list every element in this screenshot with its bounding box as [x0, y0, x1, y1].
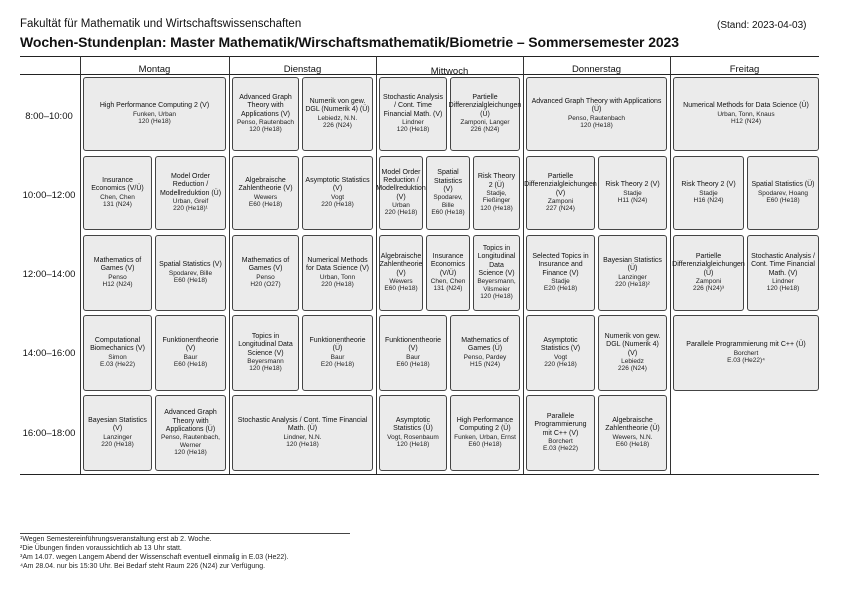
course-room: 120 (He18): [249, 126, 282, 134]
course-title: Spatial Statistics (Ü): [751, 181, 815, 189]
course-lecturers: Urban, Tonn: [319, 273, 356, 281]
course-title: Partielle Differenzialgleichungen (Ü): [672, 253, 745, 277]
course-room: E.03 (He22): [99, 361, 136, 369]
course-room: H12 (N24): [102, 281, 133, 289]
course-cell[interactable]: [83, 395, 152, 471]
course-lecturers: Penso, Pardey: [463, 353, 507, 361]
course-cell[interactable]: [302, 315, 373, 391]
day-header-tuesday: Dienstag: [283, 64, 322, 75]
course-cell[interactable]: [450, 315, 520, 391]
course-cell[interactable]: [673, 77, 819, 151]
course-lecturers: Zamponi: [695, 277, 722, 285]
course-title: Spatial Statistics (V): [433, 169, 462, 193]
course-room: 120 (He18): [580, 122, 613, 130]
course-cell[interactable]: [598, 315, 667, 391]
course-title: Parallele Programmierung mit C++ (V): [534, 413, 587, 437]
course-cell[interactable]: [232, 395, 373, 471]
course-cell[interactable]: [155, 156, 226, 230]
course-room: 120 (He18): [396, 126, 430, 134]
course-title: Insurance Economics (V/Ü): [430, 253, 466, 277]
course-cell[interactable]: [302, 235, 373, 311]
course-lecturers: Lebiedz, N.N.: [317, 114, 358, 122]
course-title: Numerik von gew. DGL (Numerik 4) (V): [604, 333, 661, 357]
course-lecturers: Stadje: [551, 277, 570, 285]
course-title: Funktionentheorie (V): [162, 337, 219, 353]
stand-date: (Stand: 2023-04-03): [717, 20, 807, 31]
course-title: Risk Theory 2 (V): [605, 181, 660, 189]
course-cell[interactable]: [673, 315, 819, 391]
course-cell[interactable]: [426, 156, 470, 230]
course-title: High Performance Computing 2 (Ü): [456, 417, 514, 433]
faculty-name: Fakultät für Mathematik und Wirtschaftswissenschaften: [20, 18, 302, 30]
column-divider: [229, 56, 230, 474]
course-cell[interactable]: [379, 77, 447, 151]
course-cell[interactable]: [473, 156, 520, 230]
course-lecturers: Beyersmann, Vilsmeier: [477, 278, 516, 293]
course-title: Algebraische Zahlentheorie (V): [238, 177, 293, 193]
course-title: Advanced Graph Theory with Applications (Ü): [531, 98, 662, 114]
course-room: 220 (He18)²: [615, 281, 650, 289]
course-cell[interactable]: [526, 156, 595, 230]
course-cell[interactable]: [747, 156, 819, 230]
course-title: Algebraische Zahlentheorie (Ü): [605, 417, 660, 433]
course-cell[interactable]: [232, 235, 299, 311]
footnote: ³Am 14.07. wegen Langem Abend der Wissenschaft eventuell einmalig in E.03 (He22).: [20, 554, 289, 561]
course-lecturers: Wewers: [389, 277, 413, 285]
course-title: Numerik von gew. DGL (Numerik 4) (Ü): [305, 98, 370, 114]
course-lecturers: Lindner, N.N.: [283, 433, 322, 441]
course-room: 131 (N24): [433, 285, 463, 293]
course-cell[interactable]: [526, 235, 595, 311]
course-room: 220 (He18): [544, 361, 577, 369]
course-title: Funktionentheorie (V): [384, 337, 442, 353]
course-lecturers: Wewers: [253, 193, 278, 201]
course-lecturers: Spodarev, Bille: [433, 193, 463, 209]
course-lecturers: Penso: [256, 273, 275, 281]
course-room: 226 (N24)³: [692, 285, 725, 293]
day-header-thursday: Donnerstag: [571, 64, 622, 75]
course-title: Parallele Programmierung mit C++ (Ü): [686, 341, 806, 349]
course-lecturers: Zamponi: [547, 197, 574, 205]
day-header-monday: Montag: [138, 64, 171, 75]
course-lecturers: Lanzinger: [618, 273, 647, 281]
course-lecturers: Urban: [392, 201, 410, 209]
footnote: ⁴Am 28.04. nur bis 15:30 Uhr. Bei Bedarf steht Raum 226 (N24) zur Verfügung.: [20, 563, 266, 570]
day-header-wednesday: Mittwoch: [430, 66, 469, 77]
course-room: H20 (O27): [250, 281, 281, 289]
course-title: Risk Theory 2 (V): [681, 181, 736, 189]
course-title: Funktionentheorie (Ü): [309, 337, 366, 353]
course-lecturers: Vogt: [553, 353, 567, 361]
course-cell[interactable]: [473, 235, 520, 311]
course-cell[interactable]: [83, 235, 152, 311]
course-room: 120 (He18): [249, 365, 282, 373]
course-room: E60 (He18): [766, 197, 800, 205]
course-lecturers: Vogt: [330, 193, 344, 201]
course-title: Numerical Methods for Data Science (V): [305, 257, 370, 273]
course-title: Partielle Differenzialgleichungen (Ü): [448, 94, 522, 118]
time-slot-label: 12:00–14:00: [22, 269, 76, 280]
course-lecturers: Chen, Chen: [430, 277, 466, 285]
course-room: 220 (He18): [321, 281, 354, 289]
course-title: Stochastic Analysis / Cont. Time Financial Math. (V): [751, 253, 815, 277]
course-lecturers: Lanzinger: [103, 433, 132, 441]
course-lecturers: Penso, Rautenbach: [567, 114, 626, 122]
course-lecturers: Stadje, Fießinger: [482, 189, 511, 205]
course-lecturers: Stadje: [699, 189, 718, 197]
course-cell[interactable]: [379, 315, 447, 391]
day-header-friday: Freitag: [729, 64, 760, 75]
course-title: Topics in Longitudinal Data Science (V): [477, 245, 516, 277]
course-title: Stochastic Analysis / Cont. Time Financial Math. (Ü): [237, 417, 368, 433]
course-room: 220 (He18): [384, 209, 418, 217]
course-cell[interactable]: [747, 235, 819, 311]
course-title: Spatial Statistics (V): [159, 261, 222, 269]
course-lecturers: Penso: [108, 273, 127, 281]
course-cell[interactable]: [526, 395, 595, 471]
course-title: Model Order Reduction / Modellreduktion (Ü): [159, 173, 222, 197]
course-title: Mathematics of Games (V): [241, 257, 290, 273]
course-cell[interactable]: [450, 77, 520, 151]
course-room: E60 (He18): [173, 361, 208, 369]
course-cell[interactable]: [673, 235, 744, 311]
course-lecturers: Baur: [406, 353, 420, 361]
course-title: Asymptotic Statistics (V): [305, 177, 370, 193]
time-slot-label: 8:00–10:00: [25, 111, 73, 122]
course-room: H11 (N24): [617, 197, 648, 205]
course-lecturers: Spodarev, Bille: [168, 269, 213, 277]
course-title: Advanced Graph Theory with Applications (V): [239, 94, 292, 118]
course-room: E60 (He18): [431, 209, 465, 217]
course-cell[interactable]: [155, 395, 226, 471]
course-title: Topics in Longitudinal Data Science (V): [238, 333, 293, 357]
course-room: 226 (N24): [470, 126, 500, 134]
footnote: ¹Wegen Semestereinführungsveranstaltung erst ab 2. Woche.: [20, 536, 212, 543]
course-title: Selected Topics in Insurance and Finance (V): [532, 253, 589, 277]
course-room: 227 (N24): [546, 205, 575, 213]
rule-bottom: [20, 474, 819, 475]
time-slot-label: 14:00–16:00: [22, 348, 76, 359]
course-lecturers: Baur: [183, 353, 198, 361]
course-cell[interactable]: [598, 235, 667, 311]
course-cell[interactable]: [379, 235, 423, 311]
course-cell[interactable]: [155, 235, 226, 311]
course-cell[interactable]: [598, 395, 667, 471]
course-cell[interactable]: [302, 77, 373, 151]
course-lecturers: Urban, Greif: [172, 197, 209, 205]
course-room: 120 (He18): [480, 205, 513, 212]
footnote-rule: [20, 533, 350, 534]
course-cell[interactable]: [232, 156, 299, 230]
course-lecturers: Funken, Urban, Ernst: [454, 433, 516, 441]
course-room: 120 (He18): [480, 293, 513, 301]
course-room: E.03 (He22): [542, 445, 579, 453]
course-title: Insurance Economics (V/Ü): [91, 177, 144, 193]
course-lecturers: Lebiedz: [621, 357, 644, 365]
course-cell[interactable]: [526, 77, 667, 151]
course-cell[interactable]: [232, 77, 299, 151]
course-room: H12 (N24): [731, 118, 761, 126]
course-title: Asymptotic Statistics (Ü): [393, 417, 433, 433]
course-room: E60 (He18): [384, 285, 418, 293]
course-cell[interactable]: [232, 315, 299, 391]
footnote: ²Die Übungen finden voraussichtlich ab 13 Uhr statt.: [20, 545, 182, 552]
course-lecturers: Borchert: [548, 437, 573, 445]
column-divider: [80, 56, 81, 474]
course-lecturers: Spodarev, Hoang: [757, 189, 809, 197]
course-room: 220 (He18)¹: [173, 205, 208, 213]
course-title: Mathematics of Games (V): [93, 257, 142, 273]
course-lecturers: Beyersmann: [247, 357, 284, 365]
time-slot-label: 16:00–18:00: [22, 428, 76, 439]
course-cell[interactable]: [302, 156, 373, 230]
course-room: 226 (N24): [618, 365, 647, 373]
course-room: E20 (He18): [543, 285, 578, 293]
course-cell[interactable]: [83, 77, 226, 151]
course-room: H15 (N24): [470, 361, 500, 369]
course-title: Bayesian Statistics (Ü): [603, 257, 662, 273]
course-room: 120 (He18): [766, 285, 800, 293]
course-lecturers: Baur: [330, 353, 345, 361]
course-title: Model Order Reduction / Modellreduktion (V): [376, 169, 426, 201]
course-room: 120 (He18): [396, 441, 430, 449]
course-room: E60 (He18): [396, 361, 430, 369]
course-title: Bayesian Statistics (V): [88, 417, 147, 433]
course-room: 131 (N24): [103, 201, 132, 209]
course-lecturers: Lindner: [772, 277, 794, 285]
course-lecturers: Funken, Urban: [132, 110, 176, 118]
course-cell[interactable]: [376, 156, 426, 230]
course-room: H16 (N24): [693, 197, 724, 205]
course-room: 220 (He18): [101, 441, 134, 449]
course-lecturers: Urban, Tonn, Knaus: [717, 110, 775, 118]
course-lecturers: Penso, Rautenbach: [236, 118, 295, 126]
time-slot-label: 10:00–12:00: [22, 190, 76, 201]
course-title: Partielle Differenzialgleichungen (V): [524, 173, 597, 197]
course-room: E60 (He18): [615, 441, 650, 449]
course-title: Advanced Graph Theory with Applications (Ü): [164, 409, 217, 433]
course-room: 120 (He18): [138, 118, 171, 126]
course-lecturers: Penso, Rautenbach, Werner: [161, 433, 220, 449]
course-room: 220 (He18): [321, 201, 354, 209]
course-title: Stochastic Analysis / Cont. Time Financial Math. (V): [383, 94, 443, 118]
course-cell[interactable]: [155, 315, 226, 391]
page-title: Wochen-Stundenplan: Master Mathematik/Wirschaftsmathematik/Biometrie – Sommersemester 2023: [20, 34, 679, 50]
course-lecturers: Wewers, N.N.: [612, 433, 653, 441]
course-lecturers: Simon: [108, 353, 127, 361]
course-title: Asymptotic Statistics (V): [540, 337, 581, 353]
course-cell[interactable]: [598, 156, 667, 230]
course-title: Computational Biomechanics (V): [90, 337, 145, 353]
course-cell[interactable]: [526, 315, 595, 391]
course-room: E.03 (He22)⁴: [727, 357, 765, 365]
course-room: E60 (He18): [173, 277, 208, 285]
course-room: 120 (He18): [286, 441, 319, 449]
course-cell[interactable]: [83, 315, 152, 391]
course-cell[interactable]: [426, 235, 470, 311]
course-title: Numerical Methods for Data Science (Ü): [683, 102, 809, 110]
course-room: E60 (He18): [248, 201, 283, 209]
course-lecturers: Zamponi, Langer: [460, 118, 510, 126]
course-cell[interactable]: [379, 395, 447, 471]
course-room: 120 (He18): [174, 449, 207, 457]
course-room: E60 (He18): [468, 441, 502, 449]
course-lecturers: Lindner: [402, 118, 424, 126]
course-title: High Performance Computing 2 (V): [99, 102, 210, 110]
course-title: Mathematics of Games (Ü): [461, 337, 509, 353]
course-cell[interactable]: [83, 156, 152, 230]
course-lecturers: Stadje: [623, 189, 642, 197]
course-lecturers: Borchert: [733, 349, 759, 357]
course-cell[interactable]: [673, 156, 744, 230]
rule-top: [20, 56, 819, 57]
course-room: E20 (He18): [320, 361, 355, 369]
course-title: Algebraische Zahlentheorie (V): [379, 253, 423, 277]
course-cell[interactable]: [450, 395, 520, 471]
course-lecturers: Chen, Chen: [100, 193, 135, 201]
course-room: 226 (N24): [323, 122, 352, 130]
course-lecturers: Vogt, Rosenbaum: [387, 433, 439, 441]
course-title: Risk Theory 2 (Ü): [477, 173, 516, 189]
